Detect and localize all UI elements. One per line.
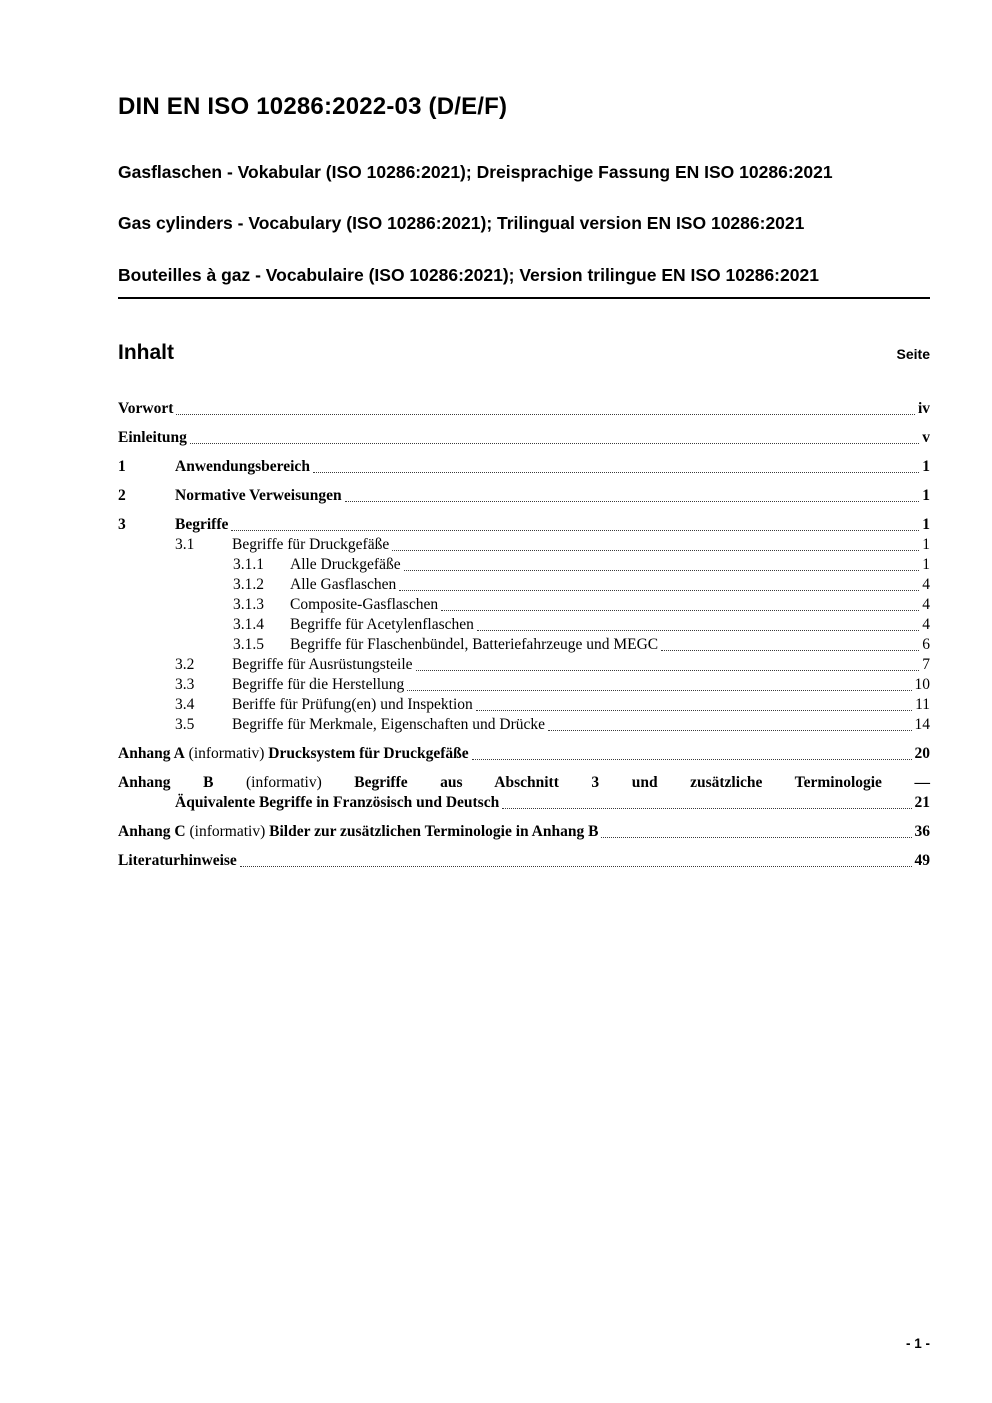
toc-entry-number: 3.4 (175, 696, 195, 714)
leader-dots (404, 570, 920, 571)
toc-entry-label: Begriffe für Druckgefäße (232, 536, 390, 554)
toc-entry-label: Beriffe für Prüfung(en) und Inspektion (232, 696, 473, 714)
leader-dots (416, 670, 920, 671)
toc-entry-label: Composite-Gasflaschen (290, 596, 439, 614)
leader-dots (240, 866, 912, 867)
toc-entry (118, 773, 930, 813)
leader-dots (190, 443, 919, 444)
toc-entry (118, 615, 930, 635)
toc-entry-label: Anhang B (informativ) Begriffe aus Abschnitt 3 und zusätzliche Terminologie — (118, 774, 930, 792)
toc-entry (118, 715, 930, 735)
toc-entry-number: 3 (118, 516, 126, 534)
toc-entry-page-number: iv (917, 400, 930, 418)
toc-entry (118, 744, 930, 764)
leader-dots (476, 710, 912, 711)
toc-entry-label: Alle Druckgefäße (290, 556, 401, 574)
toc-entry-number: 3.1 (175, 536, 195, 554)
toc-entry-label: Begriffe für Flaschenbündel, Batteriefahrzeuge und MEGC (290, 636, 659, 654)
toc-entry-label: Einleitung (118, 429, 187, 447)
toc-entry-page-number: 11 (915, 696, 930, 714)
document-number-title: DIN EN ISO 10286:2022-03 (D/E/F) (118, 93, 508, 120)
toc-entry-label: Anwendungsbereich (175, 458, 310, 476)
title-english: Gas cylinders - Vocabulary (ISO 10286:2021); Trilingual version EN ISO 10286:2021 (118, 213, 805, 234)
toc-entry (118, 595, 930, 615)
toc-entry-number: 3.1.4 (233, 616, 264, 634)
toc-entry-page-number: v (922, 429, 930, 447)
toc-entry-label: Normative Verweisungen (175, 487, 342, 505)
toc-entry (118, 695, 930, 715)
toc-entry-label: Alle Gasflaschen (290, 576, 397, 594)
toc-entry-label: Begriffe für Acetylenflaschen (290, 616, 474, 634)
title-german: Gasflaschen - Vokabular (ISO 10286:2021); Dreisprachige Fassung EN ISO 10286:2021 (118, 161, 833, 182)
toc-entry (118, 428, 930, 448)
toc-entry-number: 3.1.5 (233, 636, 264, 654)
toc-entry-page-number: 20 (914, 745, 930, 763)
toc-entry (118, 635, 930, 655)
toc-entry-line1 (118, 773, 930, 793)
toc-entry (118, 486, 930, 506)
toc-entry-page-number: 36 (914, 823, 930, 841)
toc-entry (118, 555, 930, 575)
toc-entry-page-number: 4 (922, 616, 930, 634)
leader-dots (176, 414, 915, 415)
toc-entry-label: Begriffe für die Herstellung (232, 676, 405, 694)
leader-dots (392, 550, 919, 551)
toc-entry-number: 3.1.3 (233, 596, 264, 614)
toc-entry (118, 535, 930, 555)
leader-dots (601, 837, 911, 838)
leader-dots (472, 759, 912, 760)
toc-entry-page-number: 1 (922, 556, 930, 574)
toc-entry-number: 1 (118, 458, 126, 476)
toc-entry-label: Begriffe (175, 516, 229, 534)
title-french: Bouteilles à gaz - Vocabulaire (ISO 10286:2021); Version trilingue EN ISO 10286:2021 (118, 264, 930, 300)
leader-dots (502, 808, 911, 809)
toc-entry-number: 3.5 (175, 716, 195, 734)
leader-dots (313, 472, 919, 473)
toc-entry-number: 3.1.1 (233, 556, 264, 574)
leader-dots (441, 610, 919, 611)
toc-entry (118, 399, 930, 419)
toc-entry-label: Anhang C (informativ) Bilder zur zusätzlichen Terminologie in Anhang B (118, 823, 599, 841)
toc-entry-page-number: 1 (922, 458, 930, 476)
toc-entry-label: Vorwort (118, 400, 174, 418)
leader-dots (399, 590, 919, 591)
page-content (118, 0, 930, 871)
toc-entry-label: Literaturhinweise (118, 852, 237, 870)
leader-dots (548, 730, 911, 731)
toc-page-column-label: Seite (896, 346, 930, 363)
toc-entry-label: Begriffe für Merkmale, Eigenschaften und Drücke (232, 716, 546, 734)
toc-entry-label: Äquivalente Begriffe in Französisch und Deutsch (175, 794, 500, 812)
toc-entry-line2 (118, 793, 930, 813)
toc-entry-page-number: 6 (922, 636, 930, 654)
toc-entry-number: 3.1.2 (233, 576, 264, 594)
toc-header-row (118, 341, 930, 365)
toc-entry-page-number: 4 (922, 576, 930, 594)
toc-entry-label: Anhang A (informativ) Drucksystem für Druckgefäße (118, 745, 469, 763)
footer-page-number: - 1 - (905, 1336, 930, 1351)
toc-entry (118, 515, 930, 535)
toc-heading: Inhalt (118, 341, 174, 365)
toc-entry-label: Begriffe für Ausrüstungsteile (232, 656, 413, 674)
toc-entry (118, 851, 930, 871)
leader-dots (231, 530, 919, 531)
toc-entry-number: 2 (118, 487, 126, 505)
toc-entry-page-number: 1 (922, 487, 930, 505)
leader-dots (661, 650, 919, 651)
leader-dots (407, 690, 911, 691)
toc-entry-page-number: 14 (914, 716, 930, 734)
leader-dots (345, 501, 920, 502)
toc-entry-page-number: 1 (922, 536, 930, 554)
toc-entry-page-number: 10 (914, 676, 930, 694)
toc-entry-page-number: 1 (922, 516, 930, 534)
leader-dots (477, 630, 919, 631)
toc-entry-page-number: 49 (914, 852, 930, 870)
toc-entry (118, 822, 930, 842)
toc-entry (118, 457, 930, 477)
toc-entry (118, 575, 930, 595)
toc-list (118, 399, 930, 871)
toc-entry-page-number: 7 (922, 656, 930, 674)
toc-entry-number: 3.2 (175, 656, 195, 674)
toc-entry-number: 3.3 (175, 676, 195, 694)
toc-entry-page-number: 21 (914, 794, 930, 812)
toc-entry-page-number: 4 (922, 596, 930, 614)
toc-entry (118, 655, 930, 675)
toc-entry (118, 675, 930, 695)
